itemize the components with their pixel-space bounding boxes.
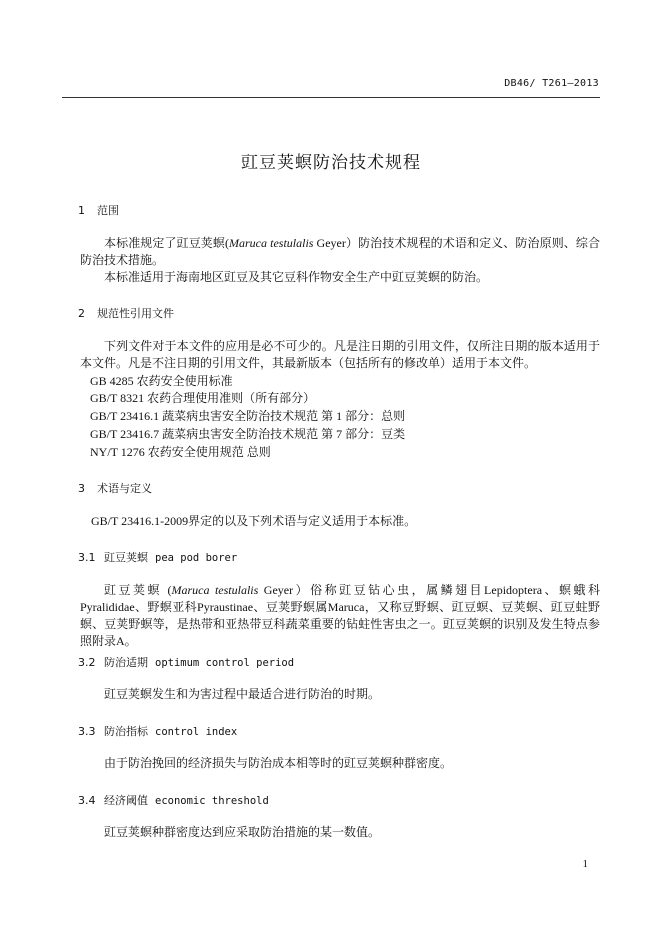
section-3-2-paragraph: 豇豆荚螟发生和为害过程中最适合进行防治的时期。 (104, 687, 381, 701)
reference-item: GB 4285 农药安全使用标准 (90, 374, 233, 388)
reference-item: GB/T 8321 农药合理使用准则（所有部分） (90, 391, 316, 405)
section-title: 经济阈值 (104, 794, 148, 807)
document-title: 豇豆荚螟防治技术规程 (241, 153, 421, 173)
section-title: 术语与定义 (97, 482, 152, 495)
section-title: 豇豆荚螟 (104, 551, 148, 564)
section-3-1-heading (78, 549, 237, 565)
section-number: 3.3 (78, 725, 96, 738)
section-number: 3.4 (78, 794, 96, 807)
reference-item: GB/T 23416.7 蔬菜病虫害安全防治技术规范 第 7 部分：豆类 (90, 427, 406, 441)
section-number: 3.2 (78, 656, 96, 669)
species-name: Maruca testulalis (229, 236, 314, 250)
header-rule (62, 97, 600, 98)
section-title: 防治适期 (104, 656, 148, 669)
document-code: DB46/ T261—2013 (504, 78, 599, 89)
section-title: 范围 (97, 204, 119, 217)
section-1-heading (78, 202, 119, 218)
reference-item: GB/T 23416.1 蔬菜病虫害安全防治技术规范 第 1 部分：总则 (90, 409, 406, 423)
section-english-term: optimum control period (155, 657, 295, 669)
section-3-heading (78, 480, 152, 496)
section-1-paragraph-1: 本标准规定了豇豆荚螟(Maruca testulalis Geyer）防治技术规程的术语和定义、防治原则、综合防治技术措施。 (80, 236, 600, 267)
section-3-3-heading (78, 723, 237, 739)
section-1-paragraph-2: 本标准适用于海南地区豇豆及其它豆科作物安全生产中豇豆荚螟的防治。 (104, 270, 489, 284)
section-3-4-paragraph: 豇豆荚螟种群密度达到应采取防治措施的某一数值。 (104, 825, 381, 839)
section-3-1-paragraph: 豇豆荚螟 (Maruca testulalis Geyer）俗称豇豆钻心虫，属鳞翅目Lepidoptera、螟蛾科Pyralididae、野螟亚科Pyraustinae、豆荚野螟属Maruca，又称豆野螟、豇豆螟、豆荚螟、豇豆蛀野螟、豆荚野螟等，是热带和亚热带豆科蔬菜重要的钻蛀性害虫之一。豇豆荚螟的识别及发生特点参照附录A。 (80, 583, 601, 648)
section-number: 3.1 (78, 551, 96, 564)
page-number: 1 (582, 858, 588, 870)
section-english-term: economic threshold (155, 795, 269, 807)
section-title: 防治指标 (104, 725, 148, 738)
section-title: 规范性引用文件 (97, 307, 174, 320)
section-number: 3 (78, 482, 85, 495)
section-english-term: pea pod borer (155, 552, 238, 564)
section-3-4-heading (78, 792, 269, 808)
section-3-2-heading (78, 654, 294, 670)
section-2-heading (78, 305, 174, 321)
section-3-paragraph-1: GB/T 23416.1-2009界定的以及下列术语与定义适用于本标准。 (91, 514, 417, 528)
section-2-paragraph-1: 下列文件对于本文件的应用是必不可少的。凡是注日期的引用文件，仅所注日期的版本适用于本文件。凡是不注日期的引用文件，其最新版本（包括所有的修改单）适用于本文件。 (80, 339, 600, 370)
species-name: Maruca testulalis (171, 583, 259, 597)
section-number: 2 (78, 307, 85, 320)
reference-item: NY/T 1276 农药安全使用规范 总则 (90, 445, 271, 459)
section-number: 1 (78, 204, 85, 217)
section-3-3-paragraph: 由于防治挽回的经济损失与防治成本相等时的豇豆荚螟种群密度。 (104, 756, 453, 770)
section-english-term: control index (155, 726, 238, 738)
